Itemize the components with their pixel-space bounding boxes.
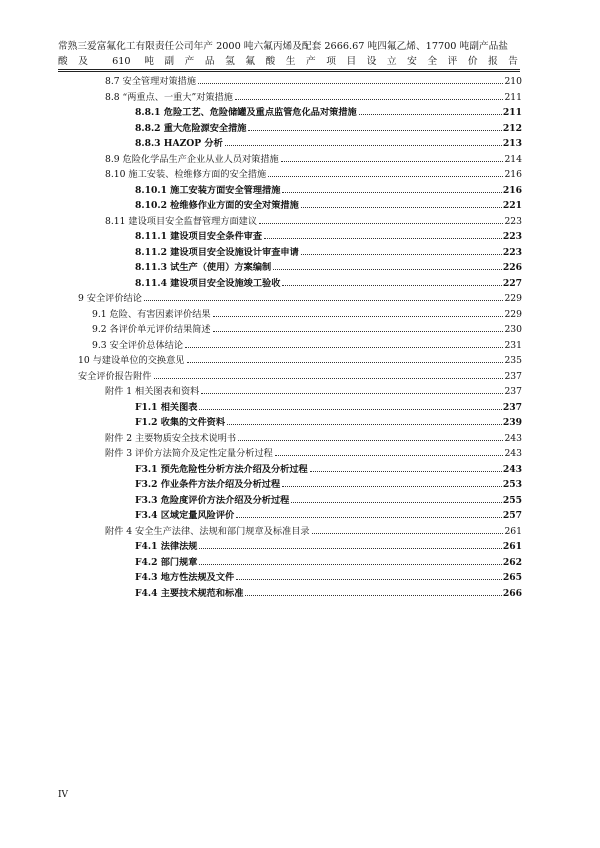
toc-leader-dots bbox=[264, 238, 502, 239]
toc-entry-page: 226 bbox=[502, 262, 522, 273]
toc-leader-dots bbox=[238, 440, 503, 441]
toc-entry-page: 213 bbox=[502, 138, 522, 149]
toc-entry-title: 8.8.3 HAZOP 分析 bbox=[135, 138, 223, 149]
toc-leader-dots bbox=[312, 533, 504, 534]
page-number: IV bbox=[58, 790, 69, 800]
toc-entry-page: 253 bbox=[502, 479, 522, 490]
toc-entry-title: F4.2 部门规章 bbox=[135, 556, 198, 568]
toc-entry-title: F4.3 地方性法规及文件 bbox=[135, 572, 235, 583]
toc-entry-page: 239 bbox=[502, 417, 522, 428]
toc-entry-page: 229 bbox=[504, 293, 522, 304]
toc-entry-title: 9.3 安全评价总体结论 bbox=[92, 339, 184, 351]
toc-entry-title: 8.10.2 检维修作业方面的安全对策措施 bbox=[135, 200, 299, 211]
toc-entry-page: 261 bbox=[504, 525, 522, 537]
toc-entry-title: 8.11.4 建设项目安全设施竣工验收 bbox=[135, 277, 281, 289]
toc-entry-page: 243 bbox=[504, 448, 522, 459]
header-line-1: 常熟三爱富氟化工有限责任公司年产 2000 吨六氟丙烯及配套 2666.67 吨四氟乙烯、17700 吨副产品盐 bbox=[58, 41, 508, 52]
toc-entry-page: 261 bbox=[502, 541, 522, 552]
toc-entry-title: 附件 4 安全生产法律、法规和部门规章及标准目录 bbox=[105, 525, 310, 537]
toc-entry[interactable] bbox=[105, 523, 522, 537]
toc-leader-dots bbox=[359, 114, 502, 115]
toc-leader-dots bbox=[213, 316, 504, 317]
toc-entry-page: 211 bbox=[504, 91, 522, 103]
toc-entry[interactable] bbox=[135, 569, 522, 583]
toc-entry-title: 8.9 危险化学品生产企业从业人员对策措施 bbox=[105, 153, 279, 165]
toc-entry[interactable] bbox=[105, 213, 522, 227]
toc-leader-dots bbox=[259, 223, 503, 224]
toc-entry-title: 9 安全评价结论 bbox=[78, 293, 142, 304]
toc-leader-dots bbox=[301, 254, 502, 255]
toc-leader-dots bbox=[273, 269, 502, 270]
toc-entry[interactable] bbox=[135, 135, 522, 149]
toc-entry[interactable] bbox=[135, 399, 522, 413]
toc-entry-page: 255 bbox=[502, 494, 522, 506]
toc-entry[interactable] bbox=[105, 383, 522, 397]
toc-entry[interactable] bbox=[78, 368, 522, 382]
toc-entry-page: 230 bbox=[504, 324, 522, 335]
toc-entry[interactable] bbox=[105, 151, 522, 165]
toc-entry-title: 8.11.2 建设项目安全设施设计审查申请 bbox=[135, 246, 299, 258]
toc-entry-page: 227 bbox=[502, 277, 522, 289]
toc-entry-page: 243 bbox=[502, 463, 522, 475]
header-rule-secondary bbox=[58, 71, 520, 72]
toc-entry-page: 265 bbox=[502, 572, 522, 583]
toc-entry-title: 附件 2 主要物质安全技术说明书 bbox=[105, 432, 237, 444]
toc-entry-title: 8.10.1 施工安装方面安全管理措施 bbox=[135, 184, 281, 196]
toc-leader-dots bbox=[199, 409, 501, 410]
toc-entry-title: F1.2 收集的文件资料 bbox=[135, 417, 226, 428]
toc-entry-title: F4.1 法律法规 bbox=[135, 541, 198, 552]
toc-entry-page: 237 bbox=[504, 386, 522, 397]
toc-entry[interactable] bbox=[105, 430, 522, 444]
toc-leader-dots bbox=[199, 548, 501, 549]
toc-entry[interactable] bbox=[135, 554, 522, 568]
toc-entry-title: 8.8.2 重大危险源安全措施 bbox=[135, 122, 247, 134]
toc-leader-dots bbox=[225, 145, 502, 146]
toc-entry-title: 8.11 建设项目安全监督管理方面建议 bbox=[105, 215, 258, 227]
toc-entry-title: F3.2 作业条件方法介绍及分析过程 bbox=[135, 479, 281, 490]
toc-leader-dots bbox=[281, 161, 504, 162]
toc-leader-dots bbox=[235, 99, 503, 100]
toc-entry-page: 221 bbox=[502, 200, 522, 211]
toc-leader-dots bbox=[144, 300, 504, 301]
toc-entry[interactable] bbox=[135, 182, 522, 196]
toc-leader-dots bbox=[310, 471, 502, 472]
toc-entry-title: 9.2 各评价单元评价结果简述 bbox=[92, 324, 211, 335]
toc-entry-page: 214 bbox=[504, 153, 522, 165]
toc-entry-page: 210 bbox=[504, 76, 522, 87]
toc-leader-dots bbox=[198, 83, 503, 84]
toc-entry[interactable] bbox=[105, 445, 522, 459]
toc-leader-dots bbox=[187, 362, 504, 363]
toc-entry-page: 216 bbox=[504, 169, 522, 180]
toc-entry-title: F3.3 危险度评价方法介绍及分析过程 bbox=[135, 494, 290, 506]
toc-leader-dots bbox=[291, 502, 501, 503]
toc-entry[interactable] bbox=[135, 104, 522, 118]
toc-entry[interactable] bbox=[78, 290, 522, 304]
toc-entry[interactable] bbox=[135, 492, 522, 506]
toc-entry-title: 8.8.1 危险工艺、危险储罐及重点监管危化品对策措施 bbox=[135, 107, 357, 118]
toc-leader-dots bbox=[268, 176, 503, 177]
toc-entry-title: 安全评价报告附件 bbox=[78, 370, 152, 382]
toc-entry[interactable] bbox=[105, 89, 522, 103]
toc-entry-page: 237 bbox=[504, 370, 522, 382]
toc-entry-title: 9.1 危险、有害因素评价结果 bbox=[92, 308, 211, 320]
toc-entry-title: 8.8 “两重点、一重大”对策措施 bbox=[105, 91, 233, 103]
toc-entry-title: 8.11.3 试生产（使用）方案编制 bbox=[135, 262, 272, 273]
toc-leader-dots bbox=[227, 424, 502, 425]
toc-entry-page: 223 bbox=[502, 231, 522, 242]
page-header bbox=[58, 39, 518, 69]
toc-entry[interactable] bbox=[135, 538, 522, 552]
toc-entry-page: 266 bbox=[502, 587, 522, 599]
toc-entry[interactable] bbox=[135, 585, 522, 599]
toc-leader-dots bbox=[275, 455, 504, 456]
toc-leader-dots bbox=[245, 595, 501, 596]
toc-leader-dots bbox=[282, 192, 501, 193]
toc-leader-dots bbox=[213, 331, 504, 332]
toc-leader-dots bbox=[248, 130, 501, 131]
toc-entry-title: F3.4 区域定量风险评价 bbox=[135, 510, 235, 521]
toc-entry[interactable] bbox=[135, 228, 522, 242]
toc-leader-dots bbox=[236, 579, 502, 580]
toc-entry[interactable] bbox=[105, 166, 522, 180]
toc-entry-title: 附件 1 相关图表和资料 bbox=[105, 386, 200, 397]
toc-entry-page: 231 bbox=[504, 339, 522, 351]
toc-leader-dots bbox=[201, 393, 503, 394]
toc-entry-page: 235 bbox=[504, 355, 522, 366]
toc-entry-title: F3.1 预先危险性分析方法介绍及分析过程 bbox=[135, 463, 308, 475]
toc-leader-dots bbox=[185, 347, 503, 348]
toc-leader-dots bbox=[199, 564, 501, 565]
toc-leader-dots bbox=[154, 378, 504, 379]
toc-entry-title: 8.10 施工安装、检维修方面的安全措施 bbox=[105, 169, 267, 180]
toc-entry-title: F1.1 相关图表 bbox=[135, 401, 198, 413]
toc-entry-title: 8.7 安全管理对策措施 bbox=[105, 76, 197, 87]
header-rule bbox=[58, 69, 520, 70]
toc-entry[interactable] bbox=[135, 120, 522, 134]
toc-entry-page: 212 bbox=[502, 122, 522, 134]
toc-entry[interactable] bbox=[135, 259, 522, 273]
toc-entry-title: 8.11.1 建设项目安全条件审查 bbox=[135, 231, 263, 242]
toc-entry-page: 223 bbox=[502, 246, 522, 258]
header-line-2: 酸及 610 吨副产品氢氟酸生产项目设立安全评价报告 bbox=[58, 56, 518, 67]
toc-entry[interactable] bbox=[135, 507, 522, 521]
toc-entry-page: 262 bbox=[502, 556, 522, 568]
toc-leader-dots bbox=[282, 486, 502, 487]
toc-leader-dots bbox=[236, 517, 502, 518]
toc-entry[interactable] bbox=[78, 352, 522, 366]
toc-entry-title: F4.4 主要技术规范和标准 bbox=[135, 587, 244, 599]
toc-entry-title: 10 与建设单位的交换意见 bbox=[78, 355, 185, 366]
toc-leader-dots bbox=[282, 285, 501, 286]
toc-entry-page: 229 bbox=[504, 308, 522, 320]
toc-entry-page: 223 bbox=[504, 215, 522, 227]
toc-entry[interactable] bbox=[135, 275, 522, 289]
toc-entry[interactable] bbox=[92, 337, 522, 351]
toc-entry[interactable] bbox=[135, 414, 522, 428]
toc-entry[interactable] bbox=[92, 321, 522, 335]
toc-entry-page: 216 bbox=[502, 184, 522, 196]
toc-entry[interactable] bbox=[135, 244, 522, 258]
toc-entry[interactable] bbox=[92, 306, 522, 320]
toc-entry[interactable] bbox=[105, 73, 522, 87]
toc-entry[interactable] bbox=[135, 476, 522, 490]
toc-entry-title: 附件 3 评价方法简介及定性定量分析过程 bbox=[105, 448, 273, 459]
toc-entry-page: 243 bbox=[504, 432, 522, 444]
toc-entry[interactable] bbox=[135, 461, 522, 475]
toc-entry-page: 257 bbox=[502, 510, 522, 521]
toc-entry-page: 211 bbox=[502, 107, 522, 118]
toc-entry[interactable] bbox=[135, 197, 522, 211]
toc-entry-page: 237 bbox=[502, 401, 522, 413]
toc-leader-dots bbox=[301, 207, 502, 208]
